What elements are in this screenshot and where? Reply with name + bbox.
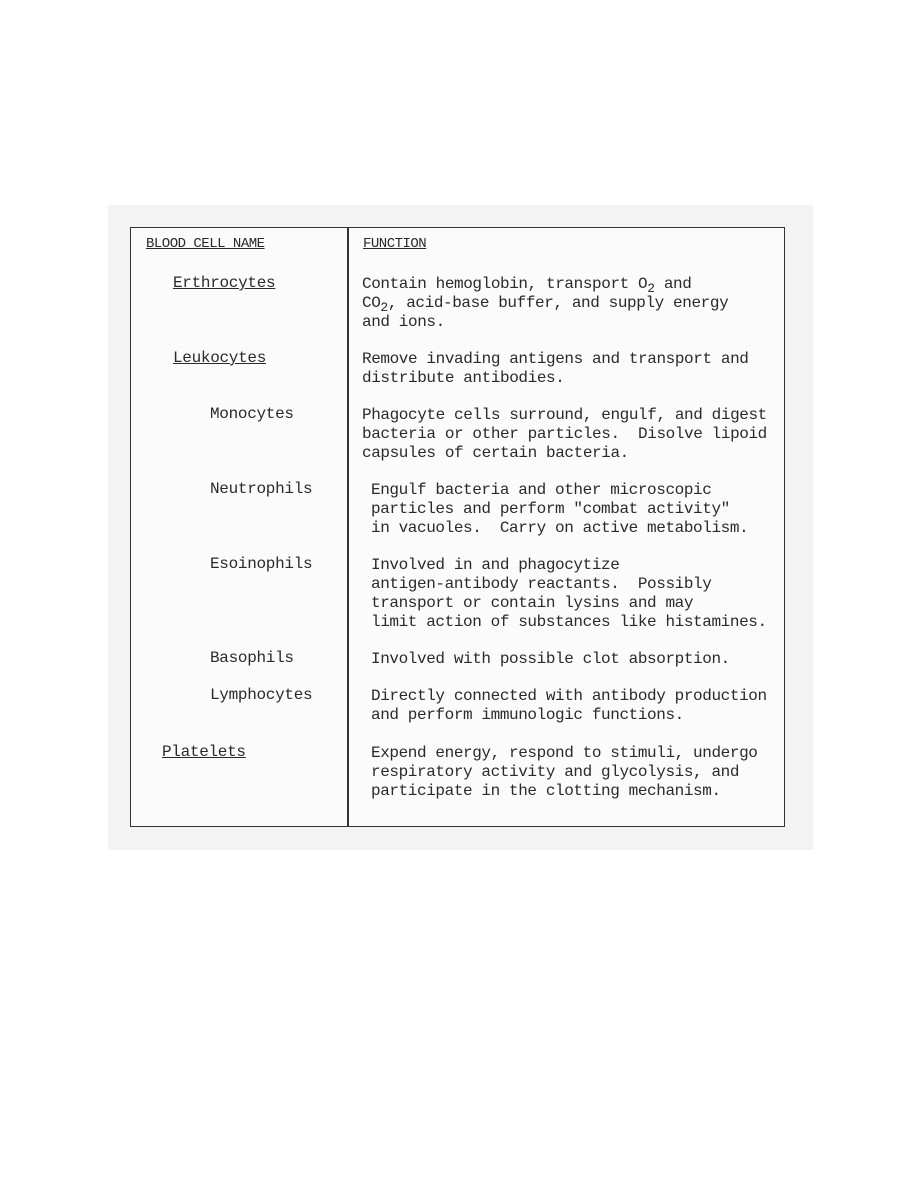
cell-function-esoinophils: Involved in and phagocytize antigen-antibody reactants. Possibly transport or contain lysins and may limit action of substances like histamines.	[371, 556, 767, 631]
blood-cell-table	[130, 227, 785, 827]
cell-name-platelets: Platelets	[162, 743, 246, 761]
cell-function-platelets: Expend energy, respond to stimuli, undergo respiratory activity and glycolysis, and participate in the clotting mechanism.	[371, 744, 758, 800]
header-blood-cell-name: BLOOD CELL NAME	[146, 236, 265, 252]
cell-function-monocytes: Phagocyte cells surround, engulf, and digest bacteria or other particles. Disolve lipoid capsules of certain bacteria.	[362, 406, 767, 462]
column-divider	[347, 228, 349, 826]
cell-function-erthrocytes: Contain hemoglobin, transport $O_2$ and $CO_2$, acid-base buffer, and supply energy and ions.	[362, 275, 729, 331]
cell-name-neutrophils: Neutrophils	[210, 480, 313, 498]
cell-function-neutrophils: Engulf bacteria and other microscopic particles and perform "combat activity" in vacuoles. Carry on active metabolism.	[371, 481, 749, 537]
cell-name-monocytes: Monocytes	[210, 405, 294, 423]
cell-function-lymphocytes: Directly connected with antibody production and perform immunologic functions.	[371, 687, 767, 724]
cell-function-basophils: Involved with possible clot absorption.	[371, 650, 730, 668]
cell-name-erthrocytes: Erthrocytes	[173, 274, 276, 292]
cell-name-basophils: Basophils	[210, 649, 294, 667]
header-function: FUNCTION	[363, 236, 427, 252]
cell-function-leukocytes: Remove invading antigens and transport and distribute antibodies.	[362, 350, 749, 387]
cell-name-leukocytes: Leukocytes	[173, 349, 267, 367]
cell-name-esoinophils: Esoinophils	[210, 555, 313, 573]
cell-name-lymphocytes: Lymphocytes	[210, 686, 313, 704]
